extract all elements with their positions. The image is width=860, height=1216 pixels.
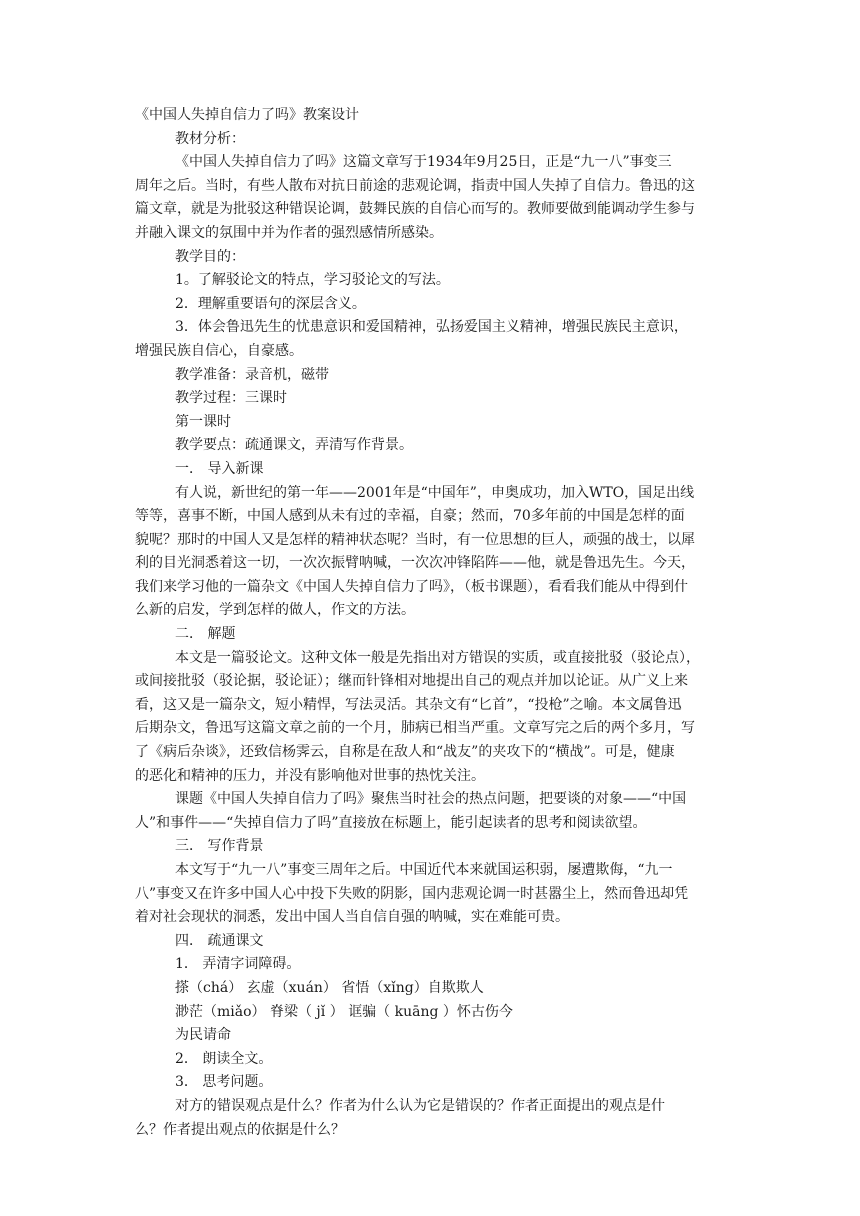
- document-lines: [135, 128, 733, 1143]
- text-line: 后期杂文，鲁迅写这篇文章之前的一个月，肺病已相当严重。文章写完之后的两个多月，写: [135, 720, 695, 737]
- text-line: 本文是一篇驳论文。这种文体一般是先指出对方错误的实质，或直接批驳（驳论点），: [175, 649, 700, 666]
- text-line: 我们来学习他的一篇杂文《中国人失掉自信力了吗》，（板书课题），看看我们能从中得到什: [135, 578, 688, 595]
- text-line: 教学要点：疏通课文，弄清写作背景。: [175, 437, 413, 454]
- text-line: 1。了解驳论文的特点，学习驳论文的写法。: [175, 272, 450, 289]
- text-line: 利的目光洞悉着这一切，一次次振臂呐喊，一次次冲锋陷阵——他，就是鲁迅先生。今天，: [135, 555, 695, 572]
- text-line: 的恶化和精神的压力，并没有影响他对世事的热忱关注。: [135, 767, 485, 784]
- text-line: 搽（chá） 玄虚（xuán） 省悟（xǐng）自欺欺人: [175, 979, 484, 996]
- text-line: 教材分析：: [175, 130, 245, 147]
- text-line: 增强民族自信心，自豪感。: [135, 342, 303, 359]
- text-line: 二． 解题: [175, 626, 236, 643]
- text-line: 第一课时: [175, 413, 231, 430]
- text-line: 有人说，新世纪的第一年——2001年是“中国年”，申奥成功，加入WTO，国足出线: [175, 484, 695, 501]
- text-line: 么？作者提出观点的依据是什么？: [135, 1121, 345, 1138]
- text-line: 2． 朗读全文。: [175, 1050, 273, 1067]
- text-line: 教学准备：录音机，磁带: [175, 366, 329, 383]
- document-title: 《中国人失掉自信力了吗》教案设计: [135, 107, 359, 123]
- text-line: 教学过程：三课时: [175, 390, 287, 407]
- text-line: 看，这又是一篇杂文，短小精悍，写法灵活。其杂文有“匕首”，“投枪”之喻。本文属鲁迅: [135, 696, 682, 713]
- text-line: 貌呢？那时的中国人又是怎样的精神状态呢？当时，有一位思想的巨人，顽强的战士，以犀: [135, 531, 695, 548]
- text-line: 么新的启发，学到怎样的做人，作文的方法。: [135, 602, 415, 619]
- document-body: [135, 104, 733, 1142]
- text-line: 教学目的：: [175, 248, 245, 265]
- text-line: 了《病后杂谈》，还致信杨霁云，自称是在敌人和“战友”的夹攻下的“横战”。可是，健康: [135, 744, 675, 761]
- text-line: 课题《中国人失掉自信力了吗》聚焦当时社会的热点问题，把要谈的对象——“中国: [175, 791, 687, 808]
- text-line: 3． 思考问题。: [175, 1074, 273, 1091]
- text-line: 三． 写作背景: [175, 838, 264, 855]
- text-line: 四． 疏通课文: [175, 932, 264, 949]
- text-line: 本文写于“九一八”事变三周年之后。中国近代本来就国运积弱，屡遭欺侮，“九一: [175, 862, 673, 878]
- text-line: 八”事变又在许多中国人心中投下失败的阴影，国内悲观论调一时甚嚣尘上，然而鲁迅却凭: [135, 885, 689, 902]
- text-line: 一． 导入新课: [175, 460, 264, 477]
- text-line: 2．理解重要语句的深层含义。: [175, 295, 366, 312]
- text-line: 周年之后。当时，有些人散布对抗日前途的悲观论调，指责中国人失掉了自信力。鲁迅的这: [135, 177, 695, 194]
- text-line: 人”和事件——“失掉自信力了吗”直接放在标题上，能引起读者的思考和阅读欲望。: [135, 814, 647, 831]
- text-line: 《中国人失掉自信力了吗》这篇文章写于1934年9月25日，正是“九一八”事变三: [175, 154, 672, 171]
- text-line: 为民请命: [175, 1027, 231, 1044]
- text-line: 篇文章，就是为批驳这种错误论调，鼓舞民族的自信心而写的。教师要做到能调动学生参与: [135, 201, 695, 218]
- text-line: 着对社会现状的洞悉，发出中国人当自信自强的呐喊，实在难能可贵。: [135, 909, 569, 926]
- text-line: 3．体会鲁迅先生的忧患意识和爱国精神，弘扬爱国主义精神，增强民族民主意识，: [175, 319, 688, 336]
- text-line: 等等，喜事不断，中国人感到从未有过的幸福，自豪；然而，70多年前的中国是怎样的面: [135, 508, 685, 525]
- text-line: 1． 弄清字词障碍。: [175, 956, 301, 973]
- text-line: 并融入课文的氛围中并为作者的强烈感情所感染。: [135, 224, 443, 241]
- text-line: 或间接批驳（驳论据，驳论证）；继而针锋相对地提出自己的观点并加以论证。从广义上来: [135, 673, 688, 690]
- text-line: 渺茫（miǎo） 脊梁（ jǐ ） 诓骗（ kuāng ）怀古伤今: [175, 1003, 513, 1020]
- text-line: 对方的错误观点是什么？作者为什么认为它是错误的？作者正面提出的观点是什: [175, 1097, 665, 1114]
